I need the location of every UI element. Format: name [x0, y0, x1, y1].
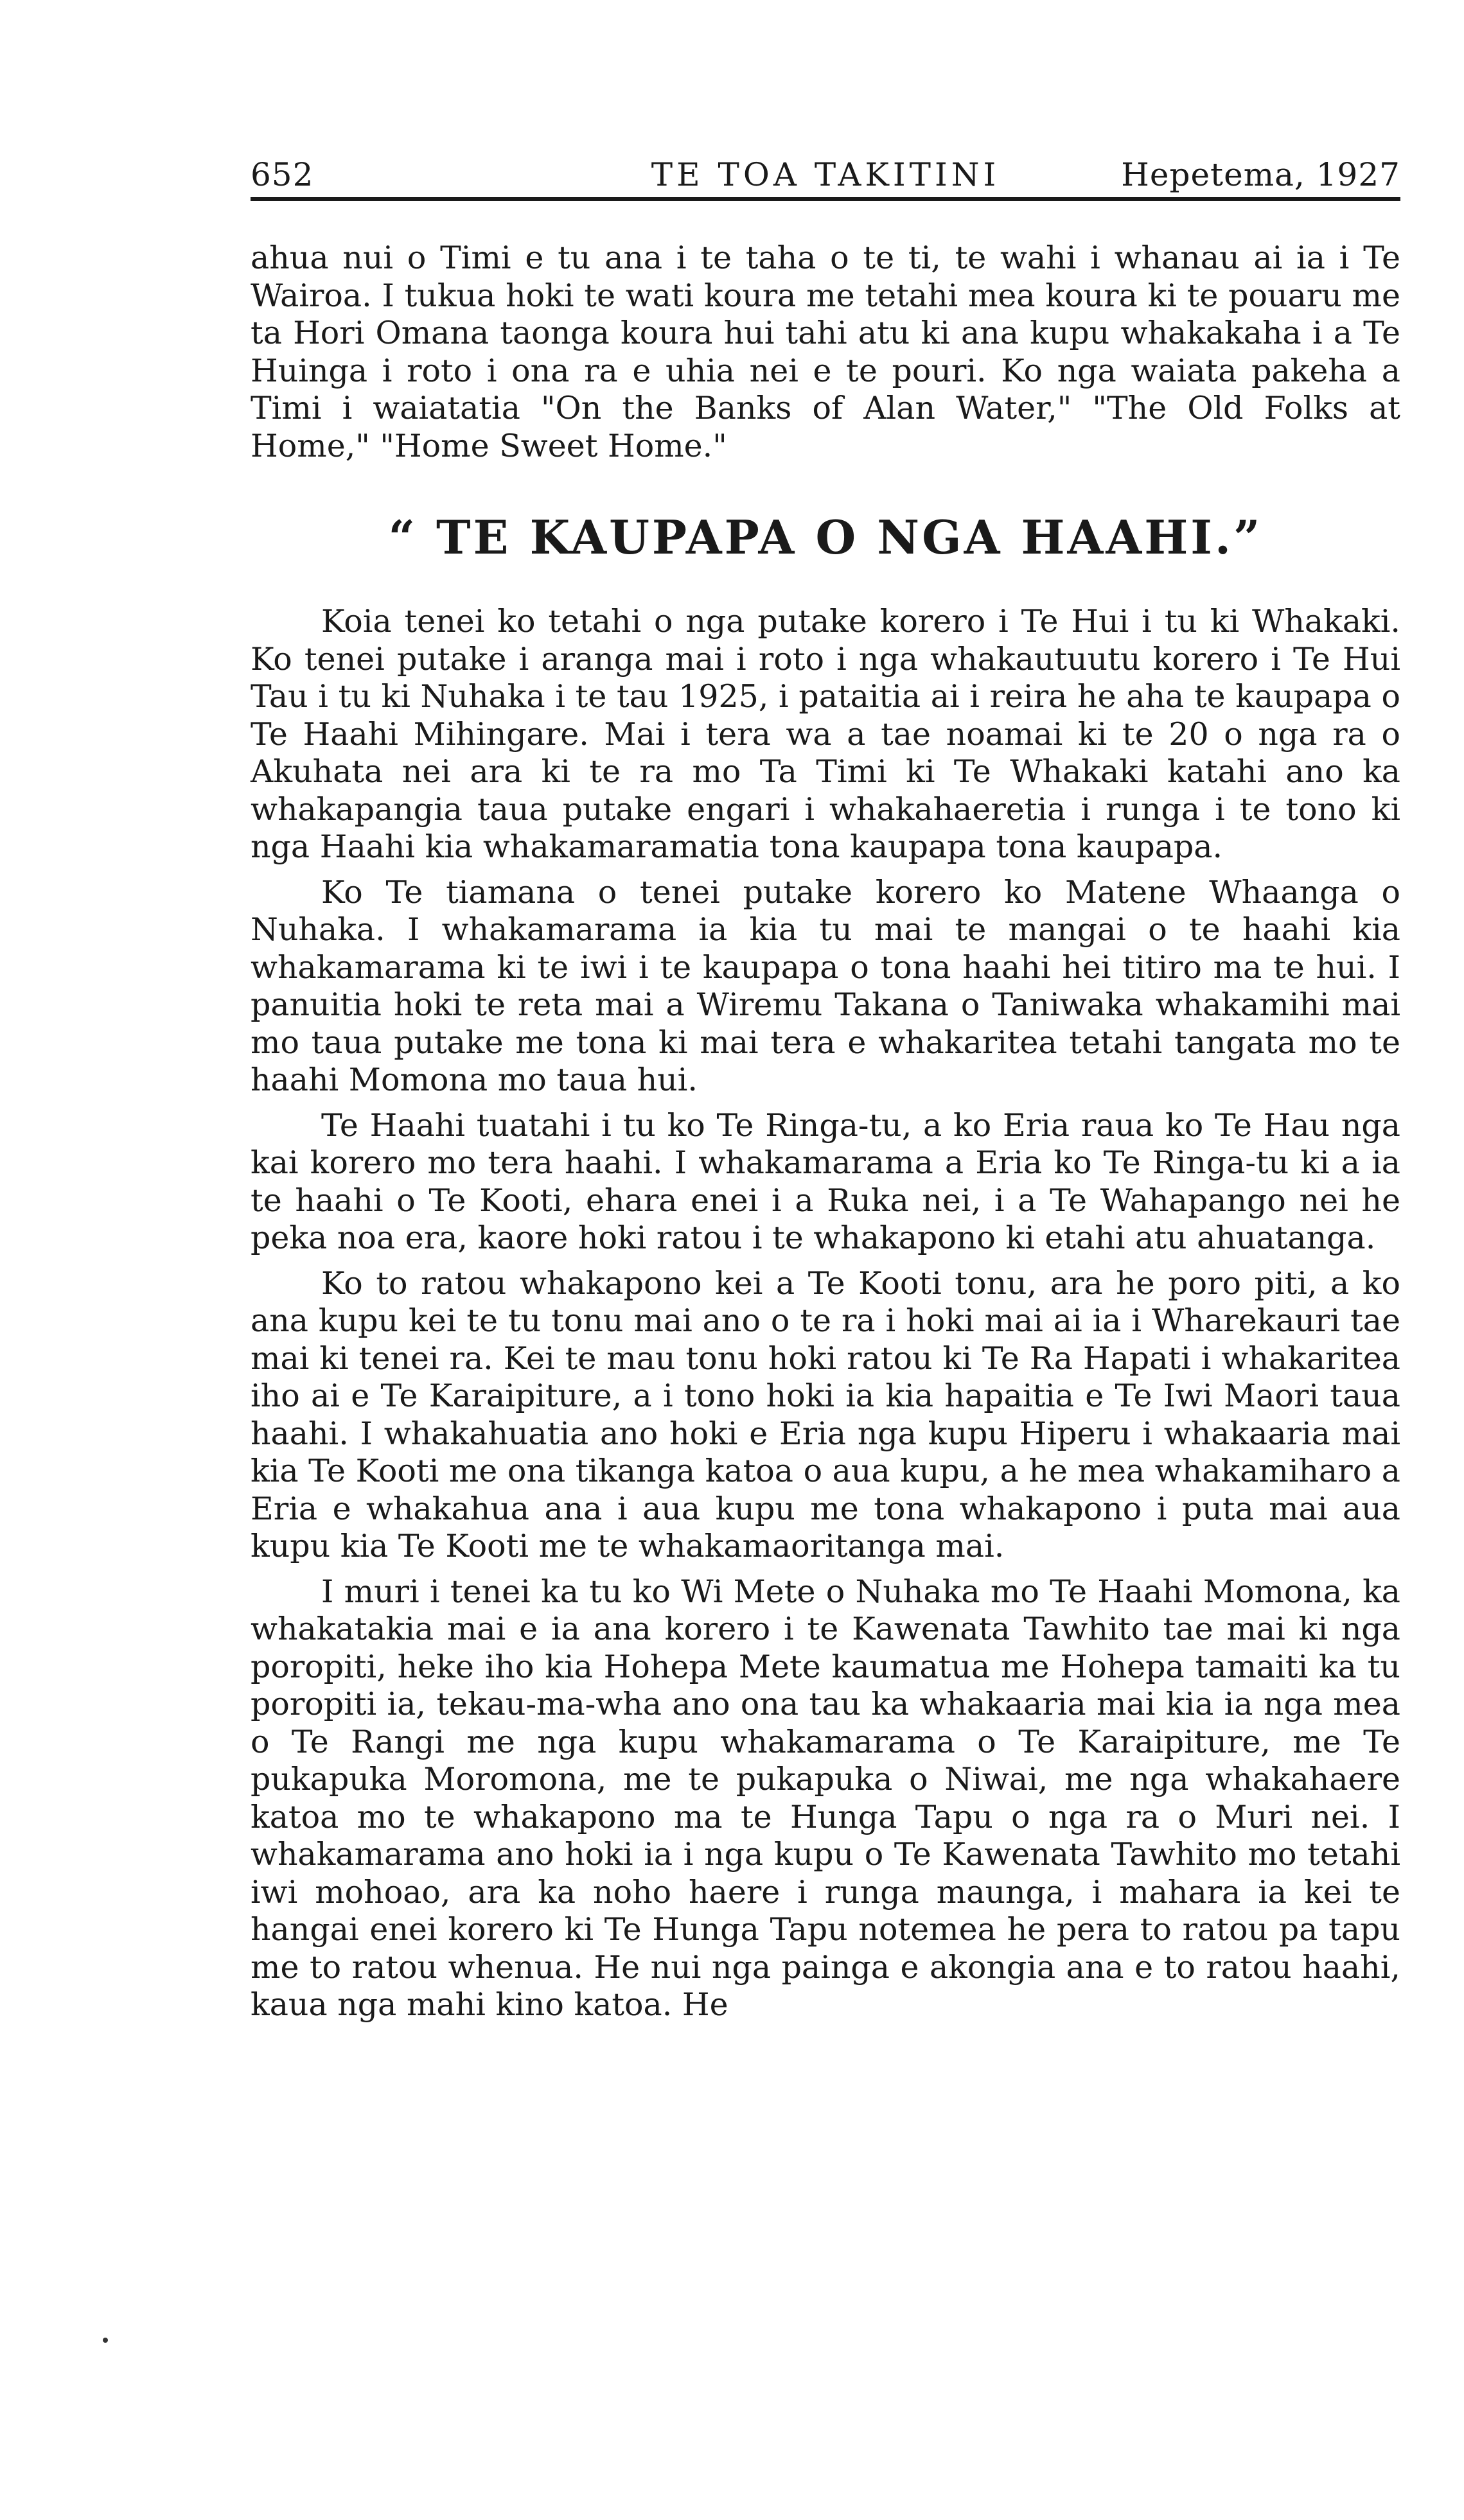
running-header: [251, 151, 1400, 196]
stray-ink-mark: [103, 2338, 108, 2343]
issue-date: Hepetema, 1927: [1121, 156, 1400, 193]
body-paragraph-5: I muri i tenei ka tu ko Wi Mete o Nuhaka mo Te Haahi Momona, ka whakatakia mai e ia ana korero i te Kawenata Tawhito tae mai ki nga poropiti, heke iho kia Hohepa Mete kaumatua me Hohepa tamaiti ka tu poropiti ia, tekau-ma-wha ano ona tau ka whakaaria mai kia ia nga mea o Te Rangi me nga kupu whakamarama o Te Karaipiture, me Te pukapuka Moromona, me te pukapuka o Niwai, me nga whakahaere katoa mo te whakapono ma te Hunga Tapu o nga ra o Muri nei. I whakamarama ano hoki ia i nga kupu o Te Kawenata Tawhito mo tetahi iwi mohoao, ara ka noho haere i runga maunga, i mahara ia kei te hangai enei korero ki Te Hunga Tapu notemea he pera to ratou pa tapu me to ratou whenua. He nui nga painga e akongia ana e to ratou haahi, kaua nga mahi kino katoa. He: [251, 1573, 1400, 2023]
running-title: TE TOA TAKITINI: [651, 156, 1000, 193]
body-paragraph-1: Koia tenei ko tetahi o nga putake korero i Te Hui i tu ki Whakaki. Ko tenei putake i aranga mai i roto i nga whakautuutu korero i Te Hui Tau i tu ki Nuhaka i te tau 1925, i pataitia ai i reira he aha te kaupapa o Te Haahi Mihingare. Mai i tera wa a tae noamai ki te 20 o nga ra o Akuhata nei ara ki te ra mo Ta Timi ki Te Whakaki katahi ano ka whakapangia taua putake engari i whakahaeretia i runga i te tono ki nga Haahi kia whakamaramatia tona kaupapa tona kaupapa.: [251, 603, 1400, 865]
body-paragraph-2: Ko Te tiamana o tenei putake korero ko Matene Whaanga o Nuhaka. I whakamarama ia kia tu mai te mangai o te haahi kia whakamarama ki te iwi i te kaupapa o tona haahi hei titiro ma te hui. I panuitia hoki te reta mai a Wiremu Takana o Taniwaka whakamihi mai mo taua putake me tona ki mai tera e whakaritea tetahi tangata mo te haahi Momona mo taua hui.: [251, 873, 1400, 1098]
opening-paragraph: ahua nui o Timi e tu ana i te taha o te ti, te wahi i whanau ai ia i Te Wairoa. I tukua hoki te wati koura me tetahi mea koura ki te pouaru me ta Hori Omana taonga koura hui tahi atu ki ana kupu whakakaha i a Te Huinga i roto i ona ra e uhia nei e te pouri. Ko nga waiata pakeha a Timi i waiatatia "On the Banks of Alan Water," "The Old Folks at Home," "Home Sweet Home.": [251, 240, 1400, 464]
section-heading: “ TE KAUPAPA O NGA HAAHI.”: [388, 510, 1263, 564]
body-paragraph-3: Te Haahi tuatahi i tu ko Te Ringa-tu, a ko Eria raua ko Te Hau nga kai korero mo tera haahi. I whakamarama a Eria ko Te Ringa-tu ki a ia te haahi o Te Kooti, ehara enei i a Ruka nei, i a Te Wahapango nei he peka noa era, kaore hoki ratou i te whakapono ki etahi atu ahuatanga.: [251, 1107, 1400, 1256]
document-page: [251, 151, 1400, 2024]
header-rule: [251, 197, 1400, 201]
page-number: 652: [251, 156, 314, 193]
body-paragraph-4: Ko to ratou whakapono kei a Te Kooti tonu, ara he poro piti, a ko ana kupu kei te tu tonu mai ano o te ra i hoki mai ai ia i Wharekauri tae mai ki tenei ra. Kei te mau tonu hoki ratou ki Te Ra Hapati i whakaritea iho ai e Te Karaipiture, a i tono hoki ia kia hapaitia e Te Iwi Maori taua haahi. I whakahuatia ano hoki e Eria nga kupu Hiperu i whakaaria mai kia Te Kooti me ona tikanga katoa o aua kupu, a he mea whakamiharo a Eria e whakahua ana i aua kupu me tona whakapono i puta mai aua kupu kia Te Kooti me te whakamaoritanga mai.: [251, 1264, 1400, 1564]
